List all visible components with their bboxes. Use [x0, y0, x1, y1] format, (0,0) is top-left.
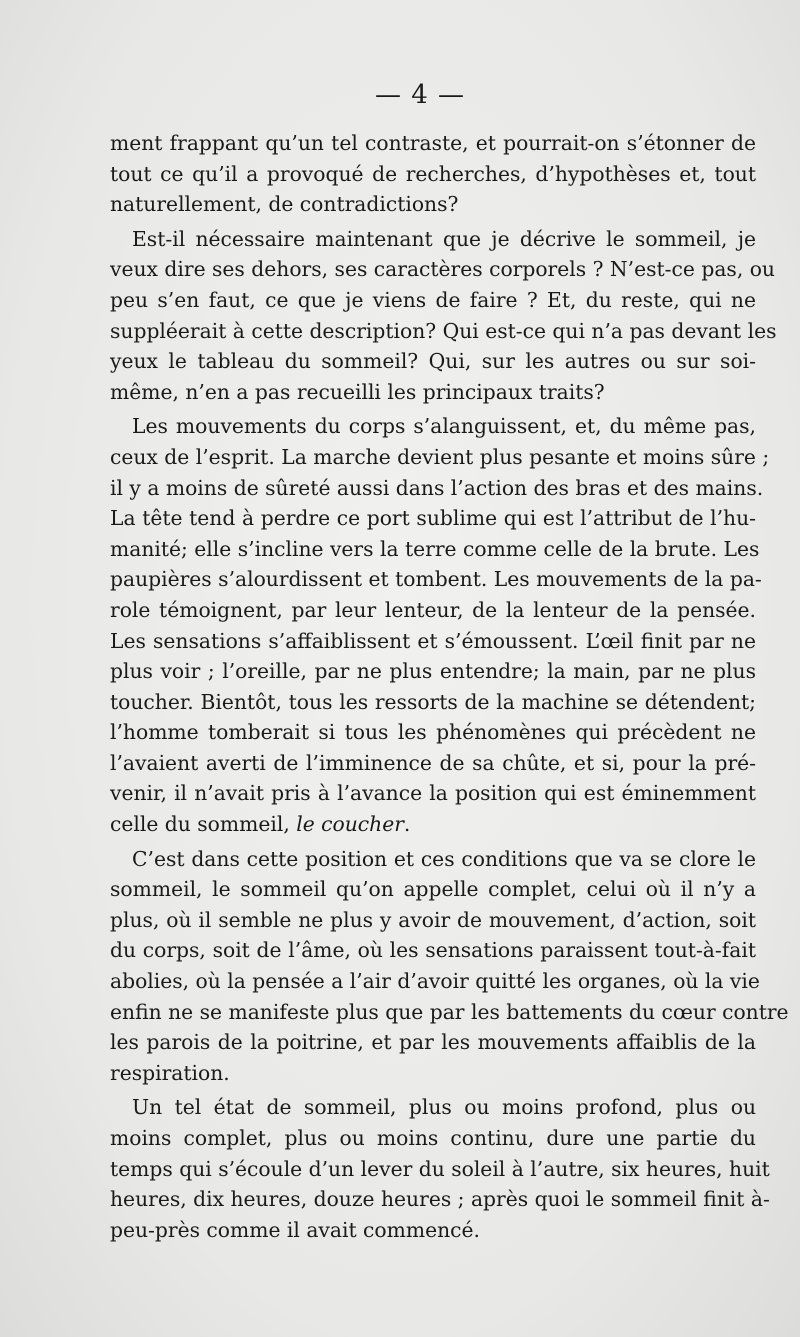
text-run: celle du sommeil,	[110, 812, 297, 837]
text-line: role témoignent, par leur lenteur, de la lenteur de la pensée.	[110, 597, 756, 622]
text-line: toucher. Bientôt, tous les ressorts de la machine se détendent;	[110, 689, 756, 714]
text-line: du corps, soit de l’âme, où les sensations paraissent tout-à-fait	[110, 938, 756, 963]
text-line: heures, dix heures, douze heures ; après quoi le sommeil finit à-	[110, 1187, 770, 1212]
text-run: .	[403, 812, 411, 837]
paragraph-3	[110, 411, 770, 839]
text-line: l’avaient averti de l’imminence de sa chûte, et si, pour la pré-	[110, 750, 756, 775]
italic-term: le coucher	[296, 812, 404, 837]
text-line: C’est dans cette position et ces conditions que va se clore le	[132, 846, 756, 871]
paragraph-1	[110, 128, 756, 220]
text-line: Est-il nécessaire maintenant que je décrive le sommeil, je	[132, 226, 756, 251]
body-text	[110, 128, 789, 1245]
text-line: naturellement, de contradictions?	[110, 192, 459, 217]
text-line: plus voir ; l’oreille, par ne plus entendre; la main, par ne plus	[110, 659, 756, 684]
text-line: peu s’en faut, ce que je viens de faire ? Et, du reste, qui ne	[110, 287, 756, 312]
text-line: temps qui s’écoule d’un lever du soleil à l’autre, six heures, huit	[110, 1156, 770, 1181]
text-line: sommeil, le sommeil qu’on appelle complet, celui où il n’y a	[110, 877, 756, 902]
text-line: les parois de la poitrine, et par les mouvements affaiblis de la	[110, 1030, 756, 1055]
text-line: Les mouvements du corps s’alanguissent, et, du même pas,	[132, 414, 756, 439]
paragraph-2	[110, 224, 777, 408]
text-line: Les sensations s’affaiblissent et s’émoussent. L’œil finit par ne	[110, 628, 756, 653]
text-line: venir, il n’avait pris à l’avance la position qui est éminemment	[110, 781, 756, 806]
text-line: ment frappant qu’un tel contraste, et pourrait-on s’étonner de	[110, 131, 756, 155]
text-line: l’homme tomberait si tous les phénomènes qui précèdent ne	[110, 720, 756, 745]
text-line: plus, où il semble ne plus y avoir de mouvement, d’action, soit	[110, 907, 756, 932]
text-line: respiration.	[110, 1060, 230, 1085]
paragraph-5	[110, 1092, 770, 1245]
text-line: tout ce qu’il a provoqué de recherches, d’hypothèses et, tout	[110, 161, 756, 186]
text-line	[110, 809, 756, 840]
text-line: moins complet, plus ou moins continu, dure une partie du	[110, 1126, 756, 1150]
text-line: La tête tend à perdre ce port sublime qui est l’attribut de l’hu-	[110, 506, 756, 531]
text-line: peu-près comme il avait commencé.	[110, 1217, 480, 1242]
text-line: même, n’en a pas recueilli les principaux traits?	[110, 379, 605, 404]
page-number: — 4 —	[374, 80, 466, 110]
text-line: il y a moins de sûreté aussi dans l’action des bras et des mains.	[110, 475, 764, 500]
paragraph-4	[110, 844, 789, 1089]
text-line: paupières s’alourdissent et tombent. Les mouvements de la pa-	[110, 567, 762, 592]
text-line: Un tel état de sommeil, plus ou moins profond, plus ou	[132, 1095, 756, 1120]
text-line: ceux de l’esprit. La marche devient plus pesante et moins sûre ;	[110, 444, 770, 469]
text-line: yeux le tableau du sommeil? Qui, sur les autres ou sur soi-	[110, 349, 756, 374]
text-line: manité; elle s’incline vers la terre comme celle de la brute. Les	[110, 536, 760, 561]
text-line: abolies, où la pensée a l’air d’avoir quitté les organes, où la vie	[110, 969, 760, 994]
text-line: veux dire ses dehors, ses caractères corporels ? N’est-ce pas, ou	[110, 257, 775, 282]
text-line: suppléerait à cette description? Qui est-ce qui n’a pas devant les	[110, 318, 777, 343]
text-line: enfin ne se manifeste plus que par les battements du cœur contre	[110, 999, 789, 1024]
